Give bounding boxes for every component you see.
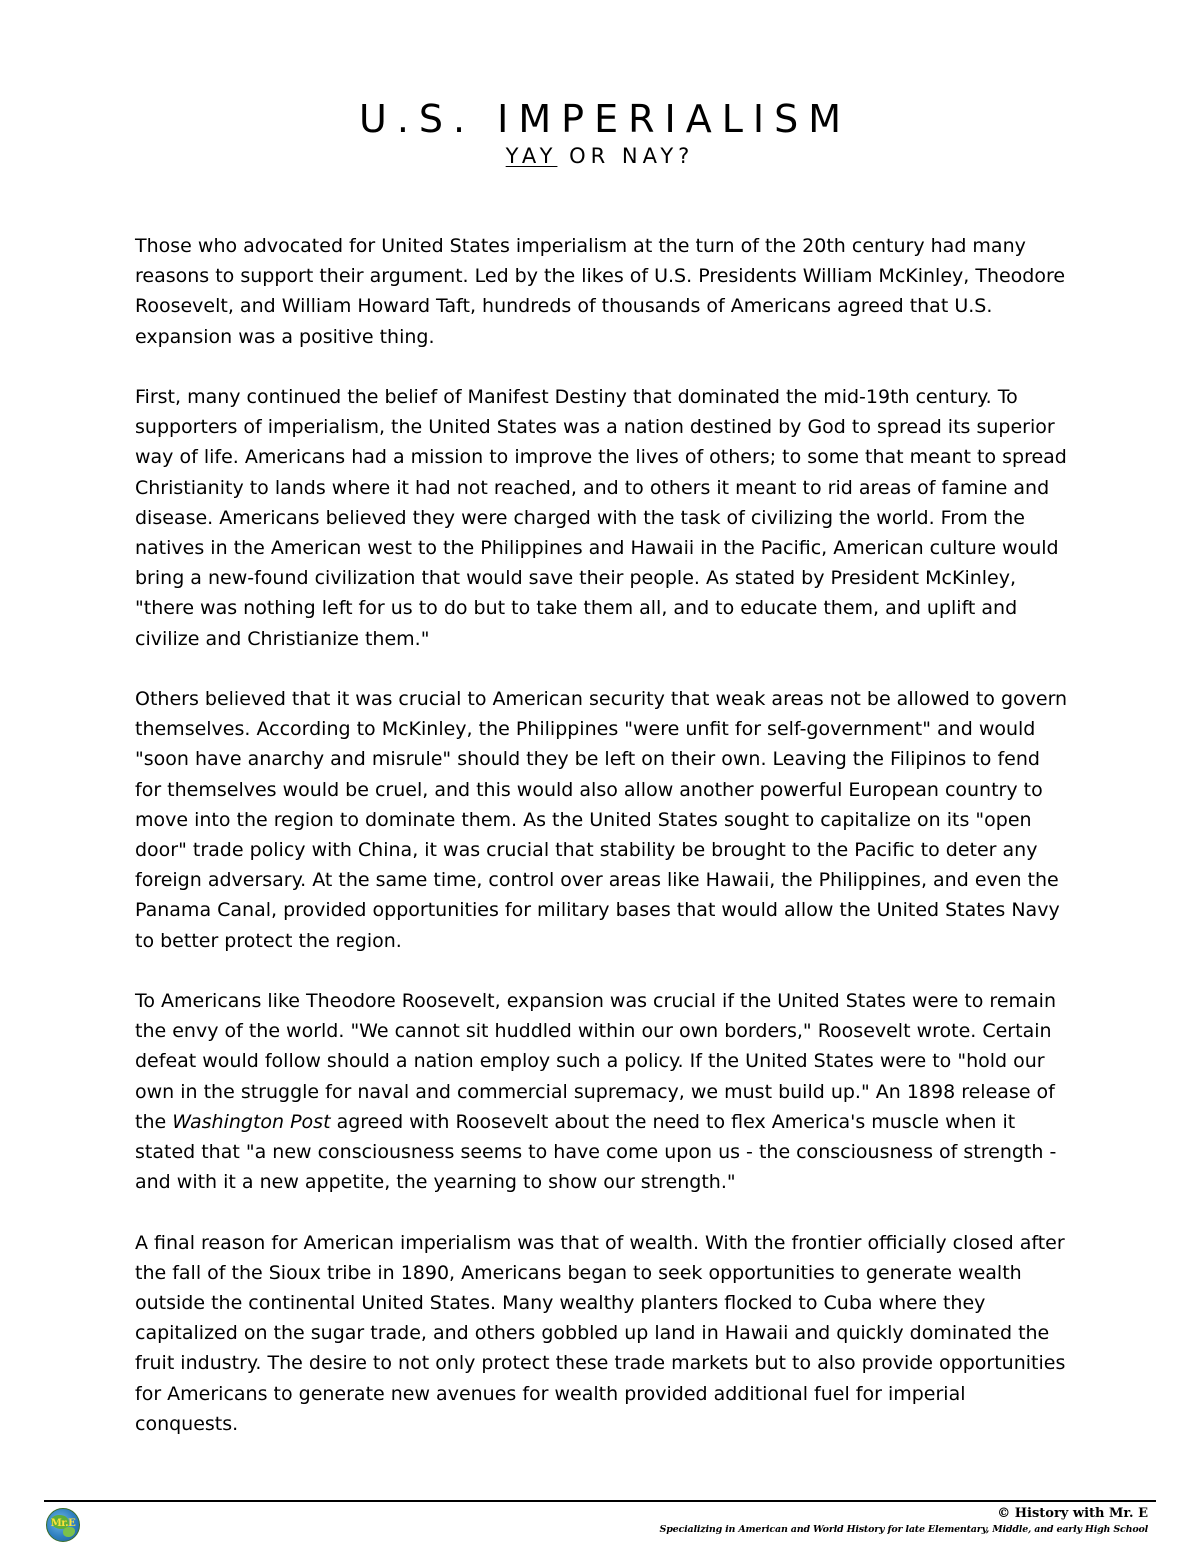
page-title: U.S. IMPERIALISM (359, 97, 851, 141)
logo-mark: Mr.E (50, 1518, 76, 1529)
footer-credits (660, 1505, 1148, 1536)
paragraph-3: Others believed that it was crucial to American security that weak areas not be allowed to govern themselves. According to McKinley, the Philippines "were unfit for self-government" and would "soon have anarchy and misrule" should they be left on their own. Leaving the Filipinos to fend for themselves would be cruel, and this would also allow another powerful European country to move into the region to dominate them. As the United States sought to capitalize on its "open door" trade policy with China, it was crucial that stability be brought to the Pacific to deter any foreign adversary. At the same time, control over areas like Hawaii, the Philippines, and even the Panama Canal, provided opportunities for military bases that would allow the United States Navy to better protect the region. (135, 688, 1068, 952)
paragraph-4-part-a: To Americans like Theodore Roosevelt, expansion was crucial if the United States were to remain the envy of the world. "We cannot sit huddled within our own borders," Roosevelt wrote. Certain defeat would follow should a nation employ such a policy. If the United States were to "hold our own in the struggle for naval and commercial supremacy, we must build up." An 1898 release of the (135, 990, 1056, 1133)
paragraph-4-part-b: agreed with Roosevelt about the need to flex America's muscle when it stated that "a new consciousness seems to have come upon us - the consciousness of strength - and with it a new appetite, the yearning to show our strength." (135, 1110, 1057, 1194)
document-body (135, 231, 1070, 1469)
globe-logo-icon (46, 1508, 80, 1542)
document-header (0, 96, 1200, 170)
paragraph-1: Those who advocated for United States imperialism at the turn of the 20th century had many reasons to support their argument. Led by the likes of U.S. Presidents William McKinley, Theodore Roosevelt, and William Howard Taft, hundreds of thousands of Americans agreed that U.S. expansion was a positive thing. (135, 235, 1066, 348)
footer-tagline: Specializing in American and World History for late Elementary, Middle, and early High School (659, 1524, 1148, 1535)
copyright-text: © History with Mr. E (997, 1506, 1148, 1521)
footer-divider (44, 1500, 1156, 1502)
paragraph-2: First, many continued the belief of Manifest Destiny that dominated the mid-19th century. To supporters of imperialism, the United States was a nation destined by God to spread its superior way of life. Americans had a mission to improve the lives of others; to some that meant to spread Christianity to lands where it had not reached, and to others it meant to rid areas of famine and disease. Americans believed they were charged with the task of civilizing the world. From the natives in the American west to the Philippines and Hawaii in the Pacific, American culture would bring a new-found civilization that would save their people. As stated by President McKinley, "there was nothing left for us to do but to take them all, and to educate them, and uplift and civilize and Christianize them." (135, 386, 1067, 650)
newspaper-title: Washington Post (172, 1110, 331, 1133)
paragraph-5: A final reason for American imperialism was that of wealth. With the frontier officially closed after the fall of the Sioux tribe in 1890, Americans began to seek opportunities to generate wealth outside the continental United States. Many wealthy planters flocked to Cuba where they capitalized on the sugar trade, and others gobbled up land in Hawaii and quickly dominated the fruit industry. The desire to not only protect these trade markets but to also provide opportunities for Americans to generate new avenues for wealth provided additional fuel for imperial conquests. (135, 1231, 1066, 1435)
subtitle-yay: YAY (505, 144, 558, 168)
page-subtitle (0, 142, 1200, 170)
subtitle-rest: OR NAY? (557, 144, 695, 168)
paragraph-4 (135, 986, 1070, 1197)
